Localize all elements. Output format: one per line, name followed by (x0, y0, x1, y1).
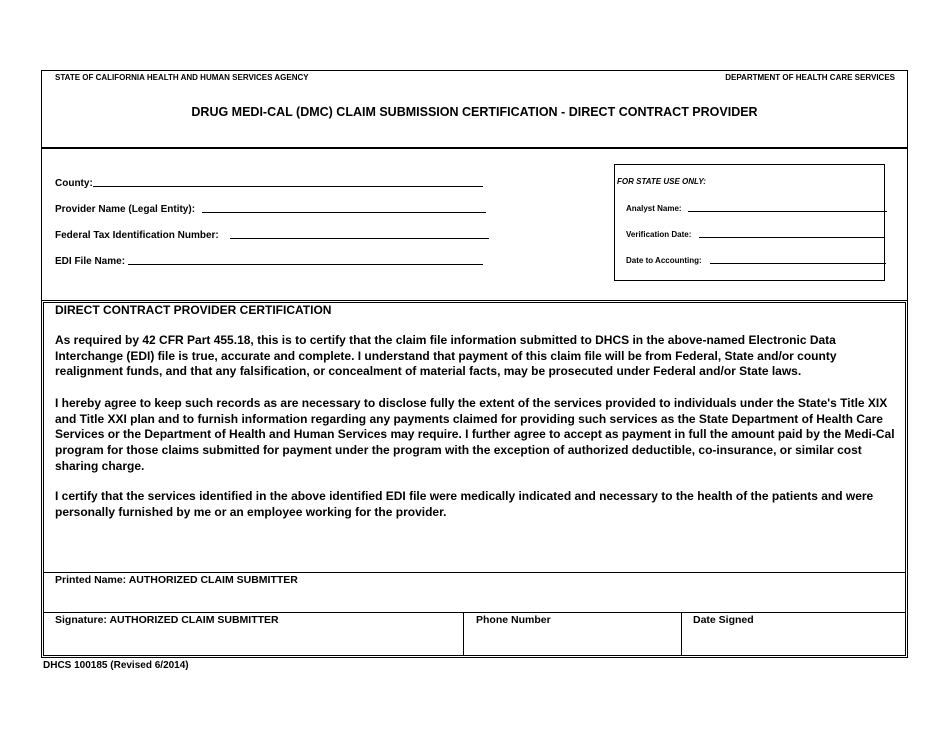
date-to-accounting-field[interactable] (710, 263, 886, 264)
provider-name-field[interactable] (202, 212, 486, 213)
signature-divider (43, 612, 906, 613)
certification-paragraph-3: I certify that the services identified in the above identified EDI file were medically indicated and necessary to the health of the patients and were personally furnished by me or an employee working for the provider. (55, 489, 874, 519)
printed-name-divider (43, 572, 906, 573)
phone-number-label: Phone Number (476, 614, 551, 626)
signature-field[interactable] (44, 628, 462, 655)
phone-number-field[interactable] (464, 628, 680, 655)
edi-file-name-label: EDI File Name: (55, 256, 126, 267)
signature-label: Signature: AUTHORIZED CLAIM SUBMITTER (55, 614, 279, 626)
analyst-name-field[interactable] (688, 211, 887, 212)
printed-name-label: Printed Name: AUTHORIZED CLAIM SUBMITTER (55, 574, 298, 586)
certification-title: DIRECT CONTRACT PROVIDER CERTIFICATION (55, 303, 332, 317)
federal-tax-id-field[interactable] (230, 238, 489, 239)
certification-paragraph-2: I hereby agree to keep such records as are necessary to disclose fully the extent of the services provided to individuals under the State's Title XIX and Title XXI plan and to furnish information regarding any payments claimed for providing such services as the State Department of Health Care Services or the Department of Health and Human Services may require. I further agree to accept as payment in full the amount paid by the Medi-Cal program for those claims submitted for payment under the program with the exception of authorized deductible, co-insurance, or similar cost sharing charge. (55, 396, 895, 473)
federal-tax-id-label: Federal Tax Identification Number: (55, 230, 219, 241)
agency-left: STATE OF CALIFORNIA HEALTH AND HUMAN SERVICES AGENCY (55, 73, 309, 82)
provider-name-label: Provider Name (Legal Entity): (55, 204, 196, 215)
county-field[interactable] (93, 186, 483, 187)
certification-paragraph-1: As required by 42 CFR Part 455.18, this is to certify that the claim file information submitted to DHCS in the above-named Electronic Data Interchange (EDI) file is true, accurate and complete. I understand that payment of this claim file will be from Federal, State and/or county realignment funds, and that any falsification, or concealment of material facts, may be prosecuted under Federal and/or State laws. (55, 333, 837, 379)
date-to-accounting-label: Date to Accounting: (626, 256, 702, 265)
analyst-name-label: Analyst Name: (626, 204, 682, 213)
verification-date-label: Verification Date: (626, 230, 692, 239)
verification-date-field[interactable] (699, 237, 884, 238)
edi-file-name-field[interactable] (128, 264, 483, 265)
printed-name-field[interactable] (43, 590, 906, 611)
date-signed-label: Date Signed (693, 614, 754, 626)
form-number: DHCS 100185 (Revised 6/2014) (43, 660, 189, 671)
agency-right: DEPARTMENT OF HEALTH CARE SERVICES (725, 73, 895, 82)
form-title: DRUG MEDI-CAL (DMC) CLAIM SUBMISSION CERTIFICATION - DIRECT CONTRACT PROVIDER (191, 105, 758, 119)
county-label: County: (55, 178, 93, 189)
date-signed-field[interactable] (682, 628, 905, 655)
state-use-heading: FOR STATE USE ONLY: (617, 177, 706, 186)
